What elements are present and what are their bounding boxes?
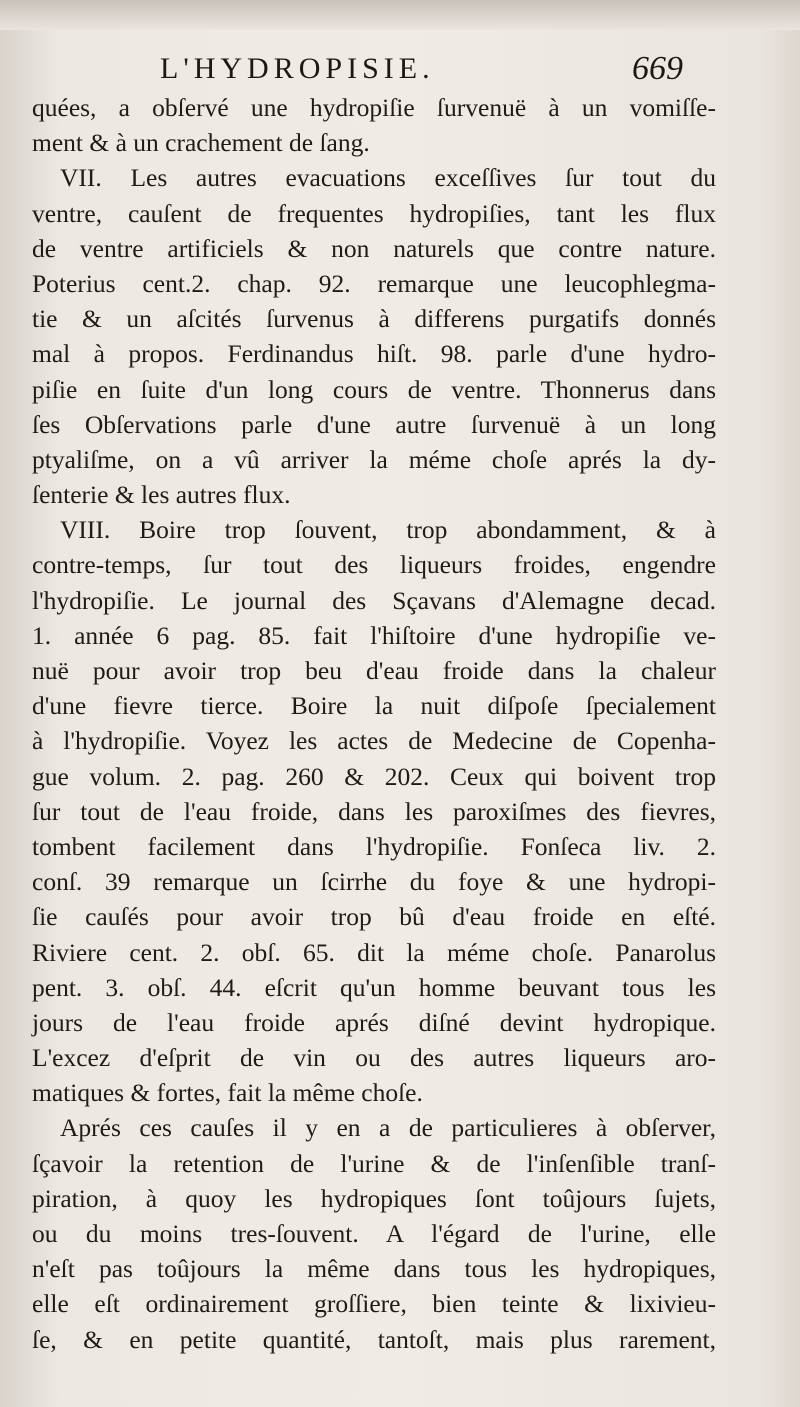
text-line: gue volum. 2. pag. 260 & 202. Ceux qui boivent trop: [32, 761, 716, 791]
text-line: Riviere cent. 2. obſ. 65. dit la méme choſe. Panarolus: [32, 937, 716, 967]
text-line: quées, a obſervé une hydropiſie ſurvenuë à un vomiſſe-: [32, 93, 716, 122]
text-line: piſie en ſuite d'un long cours de ventre. Thonnerus dans: [32, 374, 716, 404]
text-line: Poterius cent.2. chap. 92. remarque une leucophlegma-: [32, 268, 716, 298]
text-line: d'une fievre tierce. Boire la nuit diſpoſe ſpecialement: [32, 691, 716, 721]
text-line: VII. Les autres evacuations exceſſives ſur tout du: [60, 163, 716, 193]
text-line: n'eſt pas toûjours la même dans tous les hydropiques,: [32, 1254, 716, 1284]
page-number: 669: [632, 50, 683, 87]
text-line: piration, à quoy les hydropiques ſont toûjours ſujets,: [32, 1183, 716, 1213]
text-line: ptyaliſme, on a vû arriver la méme choſe aprés la dy-: [32, 444, 716, 474]
text-line: contre-temps, ſur tout des liqueurs froides, engendre: [32, 550, 716, 580]
text-line: ment & à un crachement de ſang.: [32, 128, 370, 158]
text-line: ſes Obſervations parle d'une autre ſurvenuë à un long: [32, 409, 716, 439]
text-line: ſur tout de l'eau froide, dans les paroxiſmes des fievres,: [32, 796, 716, 826]
text-line: tombent facilement dans l'hydropiſie. Fonſeca liv. 2.: [32, 831, 716, 861]
text-line: nuë pour avoir trop beu d'eau froide dans la chaleur: [32, 656, 716, 685]
text-line: jours de l'eau froide aprés diſné devint hydropique.: [32, 1007, 716, 1037]
text-line: ſenterie & les autres flux.: [32, 480, 291, 510]
text-line: 1. année 6 pag. 85. fait l'hiſtoire d'une hydropiſie ve-: [32, 620, 716, 650]
text-line: l'hydropiſie. Le journal des Sçavans d'Alemagne decad.: [32, 585, 716, 615]
text-line: à l'hydropiſie. Voyez les actes de Medecine de Copenha-: [32, 726, 716, 756]
text-line: ſie cauſés pour avoir trop bû d'eau froide en eſté.: [32, 902, 716, 932]
text-line: tie & un aſcités ſurvenus à differens purgatifs donnés: [32, 304, 716, 334]
running-title: L'HYDROPISIE.: [160, 52, 435, 85]
body-text: [32, 90, 716, 1357]
text-line: VIII. Boire trop ſouvent, trop abondamment, & à: [60, 515, 716, 545]
text-line: Aprés ces cauſes il y en a de particulieres à obſerver,: [60, 1113, 716, 1143]
text-line: ventre, cauſent de frequentes hydropiſies, tant les flux: [32, 198, 716, 228]
text-line: L'excez d'eſprit de vin ou des autres liqueurs aro-: [32, 1043, 716, 1073]
text-line: conſ. 39 remarque un ſcirrhe du foye & une hydropi-: [32, 867, 716, 897]
text-line: de ventre artificiels & non naturels que contre nature.: [32, 233, 716, 263]
text-line: elle eſt ordinairement groſſiere, bien teinte & lixivieu-: [32, 1289, 716, 1319]
text-line: ou du moins tres-ſouvent. A l'égard de l'urine, elle: [32, 1219, 716, 1248]
text-line: ſçavoir la retention de l'urine & de l'inſenſible tranſ-: [32, 1148, 716, 1178]
text-line: ſe, & en petite quantité, tantoſt, mais plus rarement,: [32, 1324, 716, 1354]
text-line: matiques & fortes, fait la même choſe.: [32, 1078, 423, 1108]
text-line: mal à propos. Ferdinandus hiſt. 98. parle d'une hydro-: [32, 339, 716, 369]
page-top-edge: [0, 0, 800, 30]
text-line: pent. 3. obſ. 44. eſcrit qu'un homme beuvant tous les: [32, 972, 716, 1002]
